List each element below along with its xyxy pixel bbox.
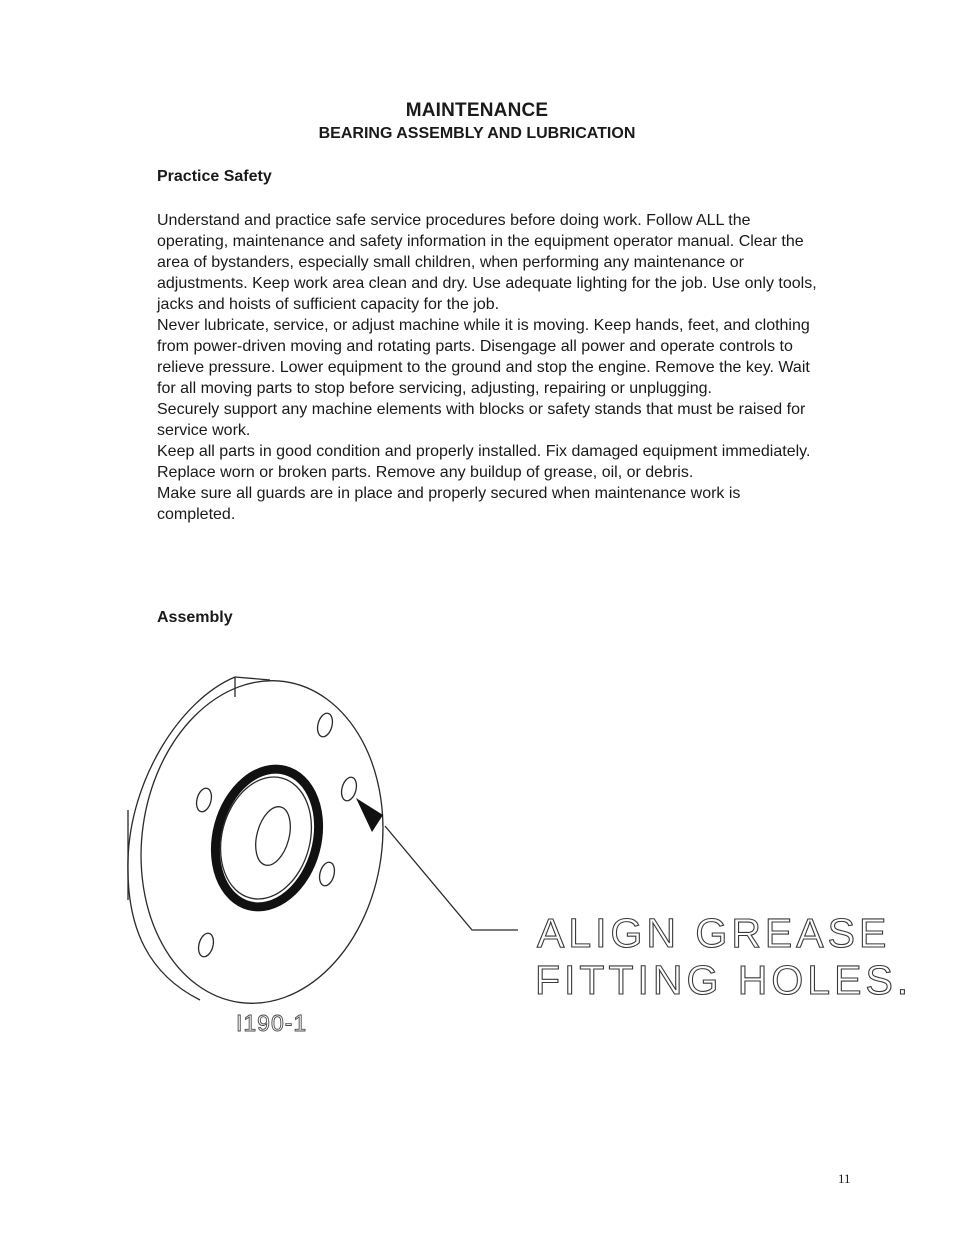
callout-label-line1: ALIGN GREASE	[537, 910, 891, 956]
grease-fitting-hole	[339, 776, 359, 803]
safety-paragraph: Securely support any machine elements with blocks or safety stands that must be raised for service work.	[157, 401, 806, 439]
figure-id-label: I190-1	[236, 1010, 308, 1036]
section-heading-practice-safety: Practice Safety	[157, 168, 272, 185]
bearing-flange	[121, 665, 404, 1019]
mounting-hole	[315, 712, 335, 739]
safety-paragraph: Understand and practice safe service procedures before doing work. Follow ALL the operating, maintenance and safety information in the equipment operator manual. Clear the area of bystanders, especially small children, when performing any maintenance or adjustments. Keep work area clean and dry. Use adequate lighting for the job. Use only tools, jacks and hoists of sufficient capacity for the job.	[157, 212, 817, 313]
section-heading-assembly: Assembly	[157, 609, 233, 626]
bearing-assembly-figure	[0, 640, 954, 1060]
page-number: 11	[838, 1171, 851, 1186]
page-title: MAINTENANCE	[405, 100, 549, 121]
safety-paragraph: Never lubricate, service, or adjust machine while it is moving. Keep hands, feet, and clothing from power-driven moving and rotating parts. Disengage all power and operate controls to relieve pressure. Lower equipment to the ground and stop the engine. Remove the key. Wait for all moving parts to stop before servicing, adjusting, repairing or unplugging.	[157, 317, 810, 397]
safety-paragraph: Keep all parts in good condition and properly installed. Fix damaged equipment immediately. Replace worn or broken parts. Remove any buildup of grease, oil, or debris.	[157, 443, 811, 481]
mounting-hole	[194, 787, 214, 814]
callout-leader-line	[385, 826, 518, 930]
mounting-hole	[196, 932, 216, 959]
safety-paragraph: Make sure all guards are in place and properly secured when maintenance work is completed.	[157, 485, 741, 523]
page-subtitle: BEARING ASSEMBLY AND LUBRICATION	[318, 125, 636, 142]
callout-arrowhead	[356, 798, 383, 832]
bearing-bore	[250, 803, 296, 869]
bearing-seal-ring	[201, 757, 334, 918]
mounting-hole	[317, 861, 337, 888]
callout-label-line2: FITTING HOLES.	[535, 957, 913, 1003]
safety-body-text	[157, 210, 817, 525]
